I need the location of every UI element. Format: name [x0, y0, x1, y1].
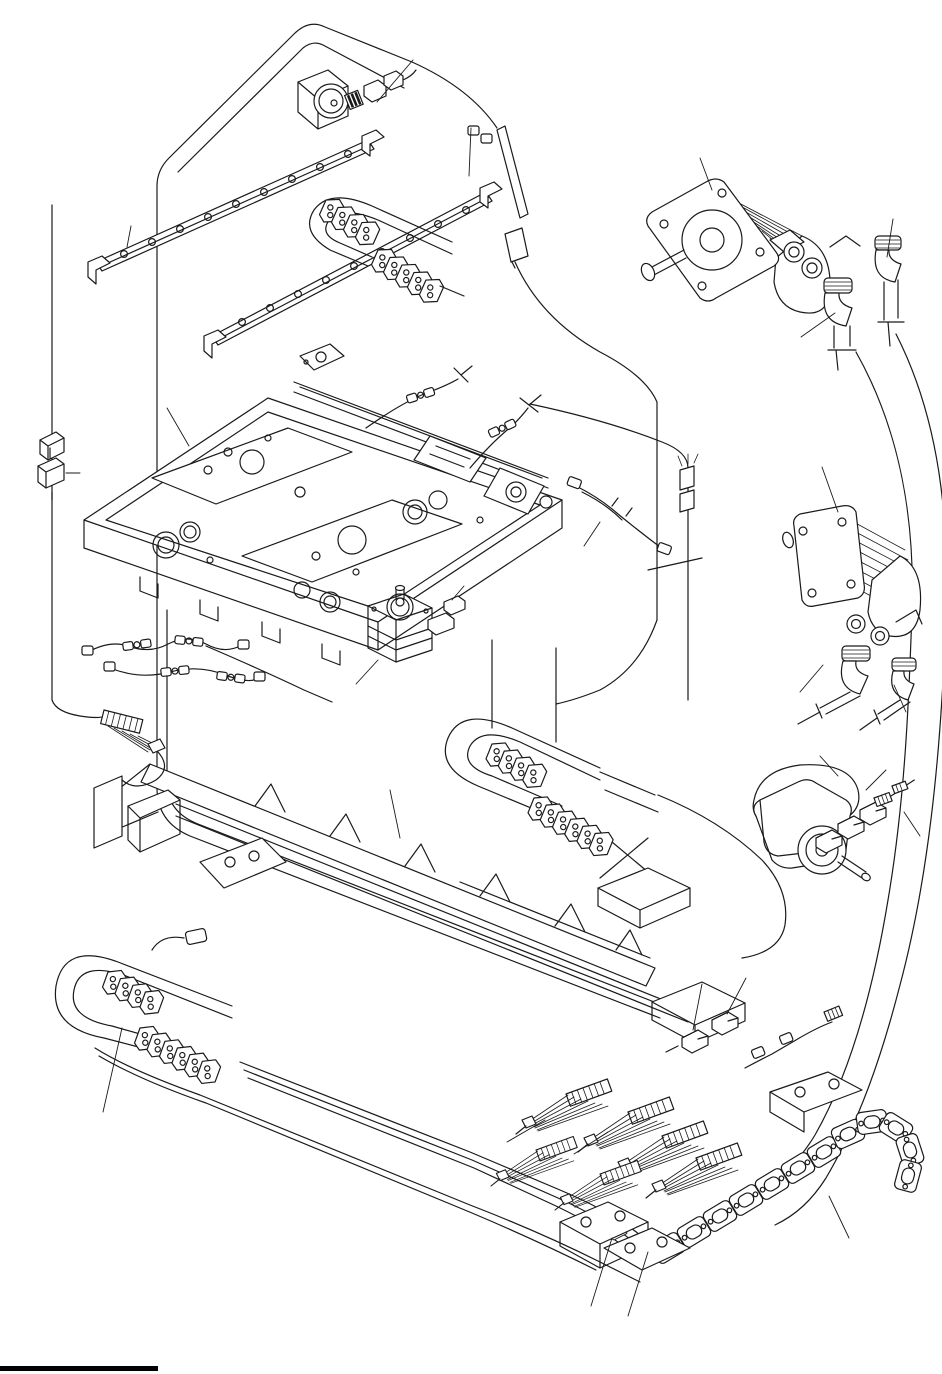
geared-motor [754, 778, 917, 882]
left-wire-harness [82, 635, 332, 702]
ribbed-support-frame [94, 764, 745, 1043]
right-servo-motor [781, 506, 922, 645]
table-border-fragment [0, 1366, 158, 1371]
drag-chain-brackets [560, 1072, 862, 1270]
elbow-connectors-top [824, 236, 904, 370]
main-base-plate [84, 398, 562, 665]
top-right-servo-motor [639, 179, 830, 313]
left-plug-connectors [38, 432, 64, 500]
ribbon-connectors-bottom [491, 1079, 742, 1210]
elbow-connectors-right [798, 646, 916, 730]
plate-wire-harness [567, 454, 698, 555]
middle-cable-carrier [445, 719, 618, 860]
lower-left-cable-carrier [55, 928, 232, 1088]
top-left-stepper-motor [298, 70, 416, 129]
sensor-strip [497, 126, 528, 268]
lower-guide-rail [204, 182, 502, 358]
